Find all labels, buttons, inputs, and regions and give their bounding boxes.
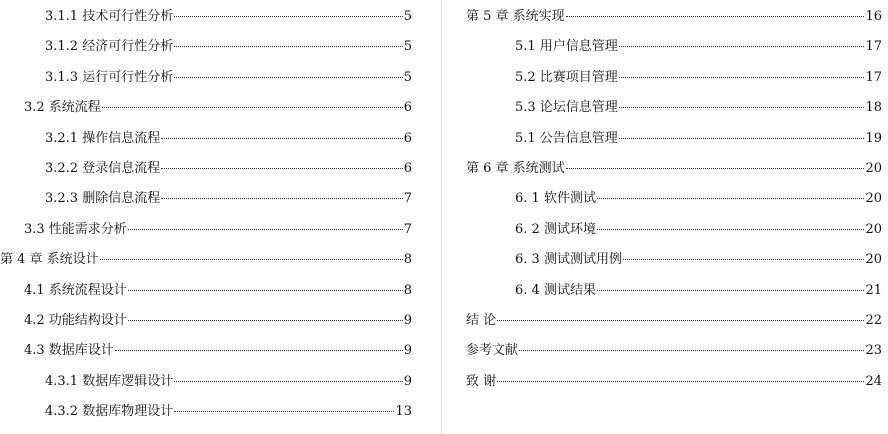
toc-entry-title: 3.1.3 运行可行性分析 — [45, 69, 174, 85]
toc-entry[interactable] — [45, 191, 412, 207]
toc-dot-leader — [619, 107, 865, 108]
toc-entry-page: 18 — [865, 100, 882, 116]
toc-entry-title: 3.2 系统流程 — [24, 100, 101, 116]
toc-entry-title: 6. 3 测试测试用例 — [515, 252, 622, 268]
toc-dot-leader — [174, 77, 403, 78]
toc-entry-page: 22 — [865, 313, 882, 328]
toc-entry-page: 7 — [403, 221, 412, 237]
toc-entry-page: 20 — [865, 161, 882, 176]
toc-dot-leader — [519, 350, 864, 351]
toc-dot-leader — [619, 138, 865, 139]
toc-entry[interactable] — [466, 9, 882, 25]
toc-dot-leader — [161, 168, 403, 169]
toc-entry-title: 4.3.1 数据库逻辑设计 — [45, 373, 174, 389]
toc-entry[interactable] — [45, 39, 412, 55]
toc-entry[interactable] — [45, 404, 412, 420]
toc-entry-title: 4.3 数据库设计 — [24, 343, 114, 359]
toc-entry-title: 3.2.2 登录信息流程 — [45, 161, 161, 176]
toc-entry-title: 3.2.3 删除信息流程 — [45, 191, 161, 207]
toc-entry-page: 23 — [865, 343, 882, 359]
toc-entry[interactable] — [515, 131, 882, 147]
toc-entry[interactable] — [24, 222, 412, 238]
toc-entry-title: 参考文献 — [466, 343, 519, 359]
toc-dot-leader — [174, 46, 403, 47]
toc-entry-page: 16 — [865, 9, 882, 24]
toc-entry-title: 6. 4 测试结果 — [515, 282, 596, 298]
toc-entry[interactable] — [466, 313, 882, 329]
toc-entry-title: 5.3 论坛信息管理 — [515, 100, 618, 116]
toc-entry-page: 6 — [403, 130, 412, 146]
toc-dot-leader — [174, 381, 403, 382]
toc-dot-leader — [597, 290, 865, 291]
toc-entry-page: 5 — [403, 69, 412, 85]
toc-entry[interactable] — [466, 343, 882, 359]
toc-dot-leader — [174, 411, 394, 412]
toc-dot-leader — [161, 138, 403, 139]
toc-dot-leader — [619, 77, 865, 78]
toc-entry-page: 19 — [865, 130, 882, 146]
toc-entry-page: 20 — [865, 252, 882, 268]
toc-entry-title: 5.1 用户信息管理 — [515, 39, 618, 55]
toc-entry[interactable] — [24, 313, 412, 329]
toc-dot-leader — [128, 229, 403, 230]
toc-entry[interactable] — [515, 39, 882, 55]
toc-entry-title: 第 6 章 系统测试 — [466, 161, 565, 176]
toc-entry-page: 9 — [403, 343, 412, 359]
toc-entry-page: 6 — [403, 100, 412, 116]
toc-entry-page: 17 — [865, 39, 882, 55]
toc-dot-leader — [115, 350, 403, 351]
toc-dot-leader — [497, 320, 864, 321]
toc-entry[interactable] — [45, 70, 412, 86]
toc-dot-leader — [497, 381, 864, 382]
toc-entry-title: 6. 1 软件测试 — [515, 191, 596, 207]
toc-dot-leader — [100, 259, 403, 260]
toc-dot-leader — [597, 229, 865, 230]
toc-entry-title: 致 谢 — [466, 373, 497, 389]
toc-entry[interactable] — [24, 283, 412, 299]
toc-dot-leader — [566, 168, 865, 169]
toc-entry-title: 5.2 比赛项目管理 — [515, 69, 618, 85]
toc-entry[interactable] — [45, 9, 412, 25]
toc-entry-title: 第 4 章 系统设计 — [0, 252, 99, 268]
toc-entry[interactable] — [45, 161, 412, 177]
toc-entry-title: 4.1 系统流程设计 — [24, 282, 127, 298]
toc-entry-page: 8 — [403, 252, 412, 268]
toc-entry-page: 9 — [403, 313, 412, 328]
toc-entry[interactable] — [24, 343, 412, 359]
toc-entry[interactable] — [0, 252, 412, 268]
toc-dot-leader — [597, 198, 865, 199]
toc-entry[interactable] — [515, 252, 882, 268]
toc-entry-page: 5 — [403, 9, 412, 24]
toc-entry[interactable] — [515, 283, 882, 299]
toc-entry-page: 8 — [403, 282, 412, 298]
toc-entry-page: 5 — [403, 39, 412, 55]
toc-entry[interactable] — [515, 70, 882, 86]
toc-entry-title: 3.3 性能需求分析 — [24, 221, 127, 237]
toc-entry[interactable] — [45, 374, 412, 390]
toc-dot-leader — [174, 16, 403, 17]
column-divider — [441, 0, 442, 434]
toc-entry[interactable] — [45, 131, 412, 147]
toc-dot-leader — [566, 16, 865, 17]
toc-entry-page: 20 — [865, 191, 882, 207]
toc-entry[interactable] — [466, 374, 882, 390]
toc-entry-page: 20 — [865, 221, 882, 237]
toc-entry-page: 13 — [395, 404, 412, 420]
toc-entry-title: 3.1.1 技术可行性分析 — [45, 9, 174, 24]
toc-dot-leader — [161, 198, 403, 199]
toc-entry-page: 9 — [403, 373, 412, 389]
toc-entry-page: 7 — [403, 191, 412, 207]
toc-entry-title: 6. 2 测试环境 — [515, 221, 596, 237]
toc-dot-leader — [102, 107, 403, 108]
toc-entry-title: 3.2.1 操作信息流程 — [45, 130, 161, 146]
toc-dot-leader — [619, 46, 865, 47]
toc-entry[interactable] — [24, 100, 412, 116]
toc-entry-title: 4.3.2 数据库物理设计 — [45, 404, 174, 420]
toc-dot-leader — [128, 320, 403, 321]
toc-entry[interactable] — [515, 191, 882, 207]
toc-entry-page: 17 — [865, 69, 882, 85]
toc-dot-leader — [623, 259, 865, 260]
toc-entry[interactable] — [515, 100, 882, 116]
toc-entry-page: 24 — [865, 373, 882, 389]
toc-entry-title: 4.2 功能结构设计 — [24, 313, 127, 328]
toc-entry[interactable] — [466, 161, 882, 177]
toc-entry-title: 3.1.2 经济可行性分析 — [45, 39, 174, 55]
toc-entry-page: 21 — [865, 282, 882, 298]
toc-entry[interactable] — [515, 222, 882, 238]
toc-entry-page: 6 — [403, 161, 412, 176]
toc-entry-title: 结 论 — [466, 313, 497, 328]
toc-dot-leader — [128, 290, 403, 291]
toc-entry-title: 5.1 公告信息管理 — [515, 130, 618, 146]
toc-entry-title: 第 5 章 系统实现 — [466, 9, 565, 24]
